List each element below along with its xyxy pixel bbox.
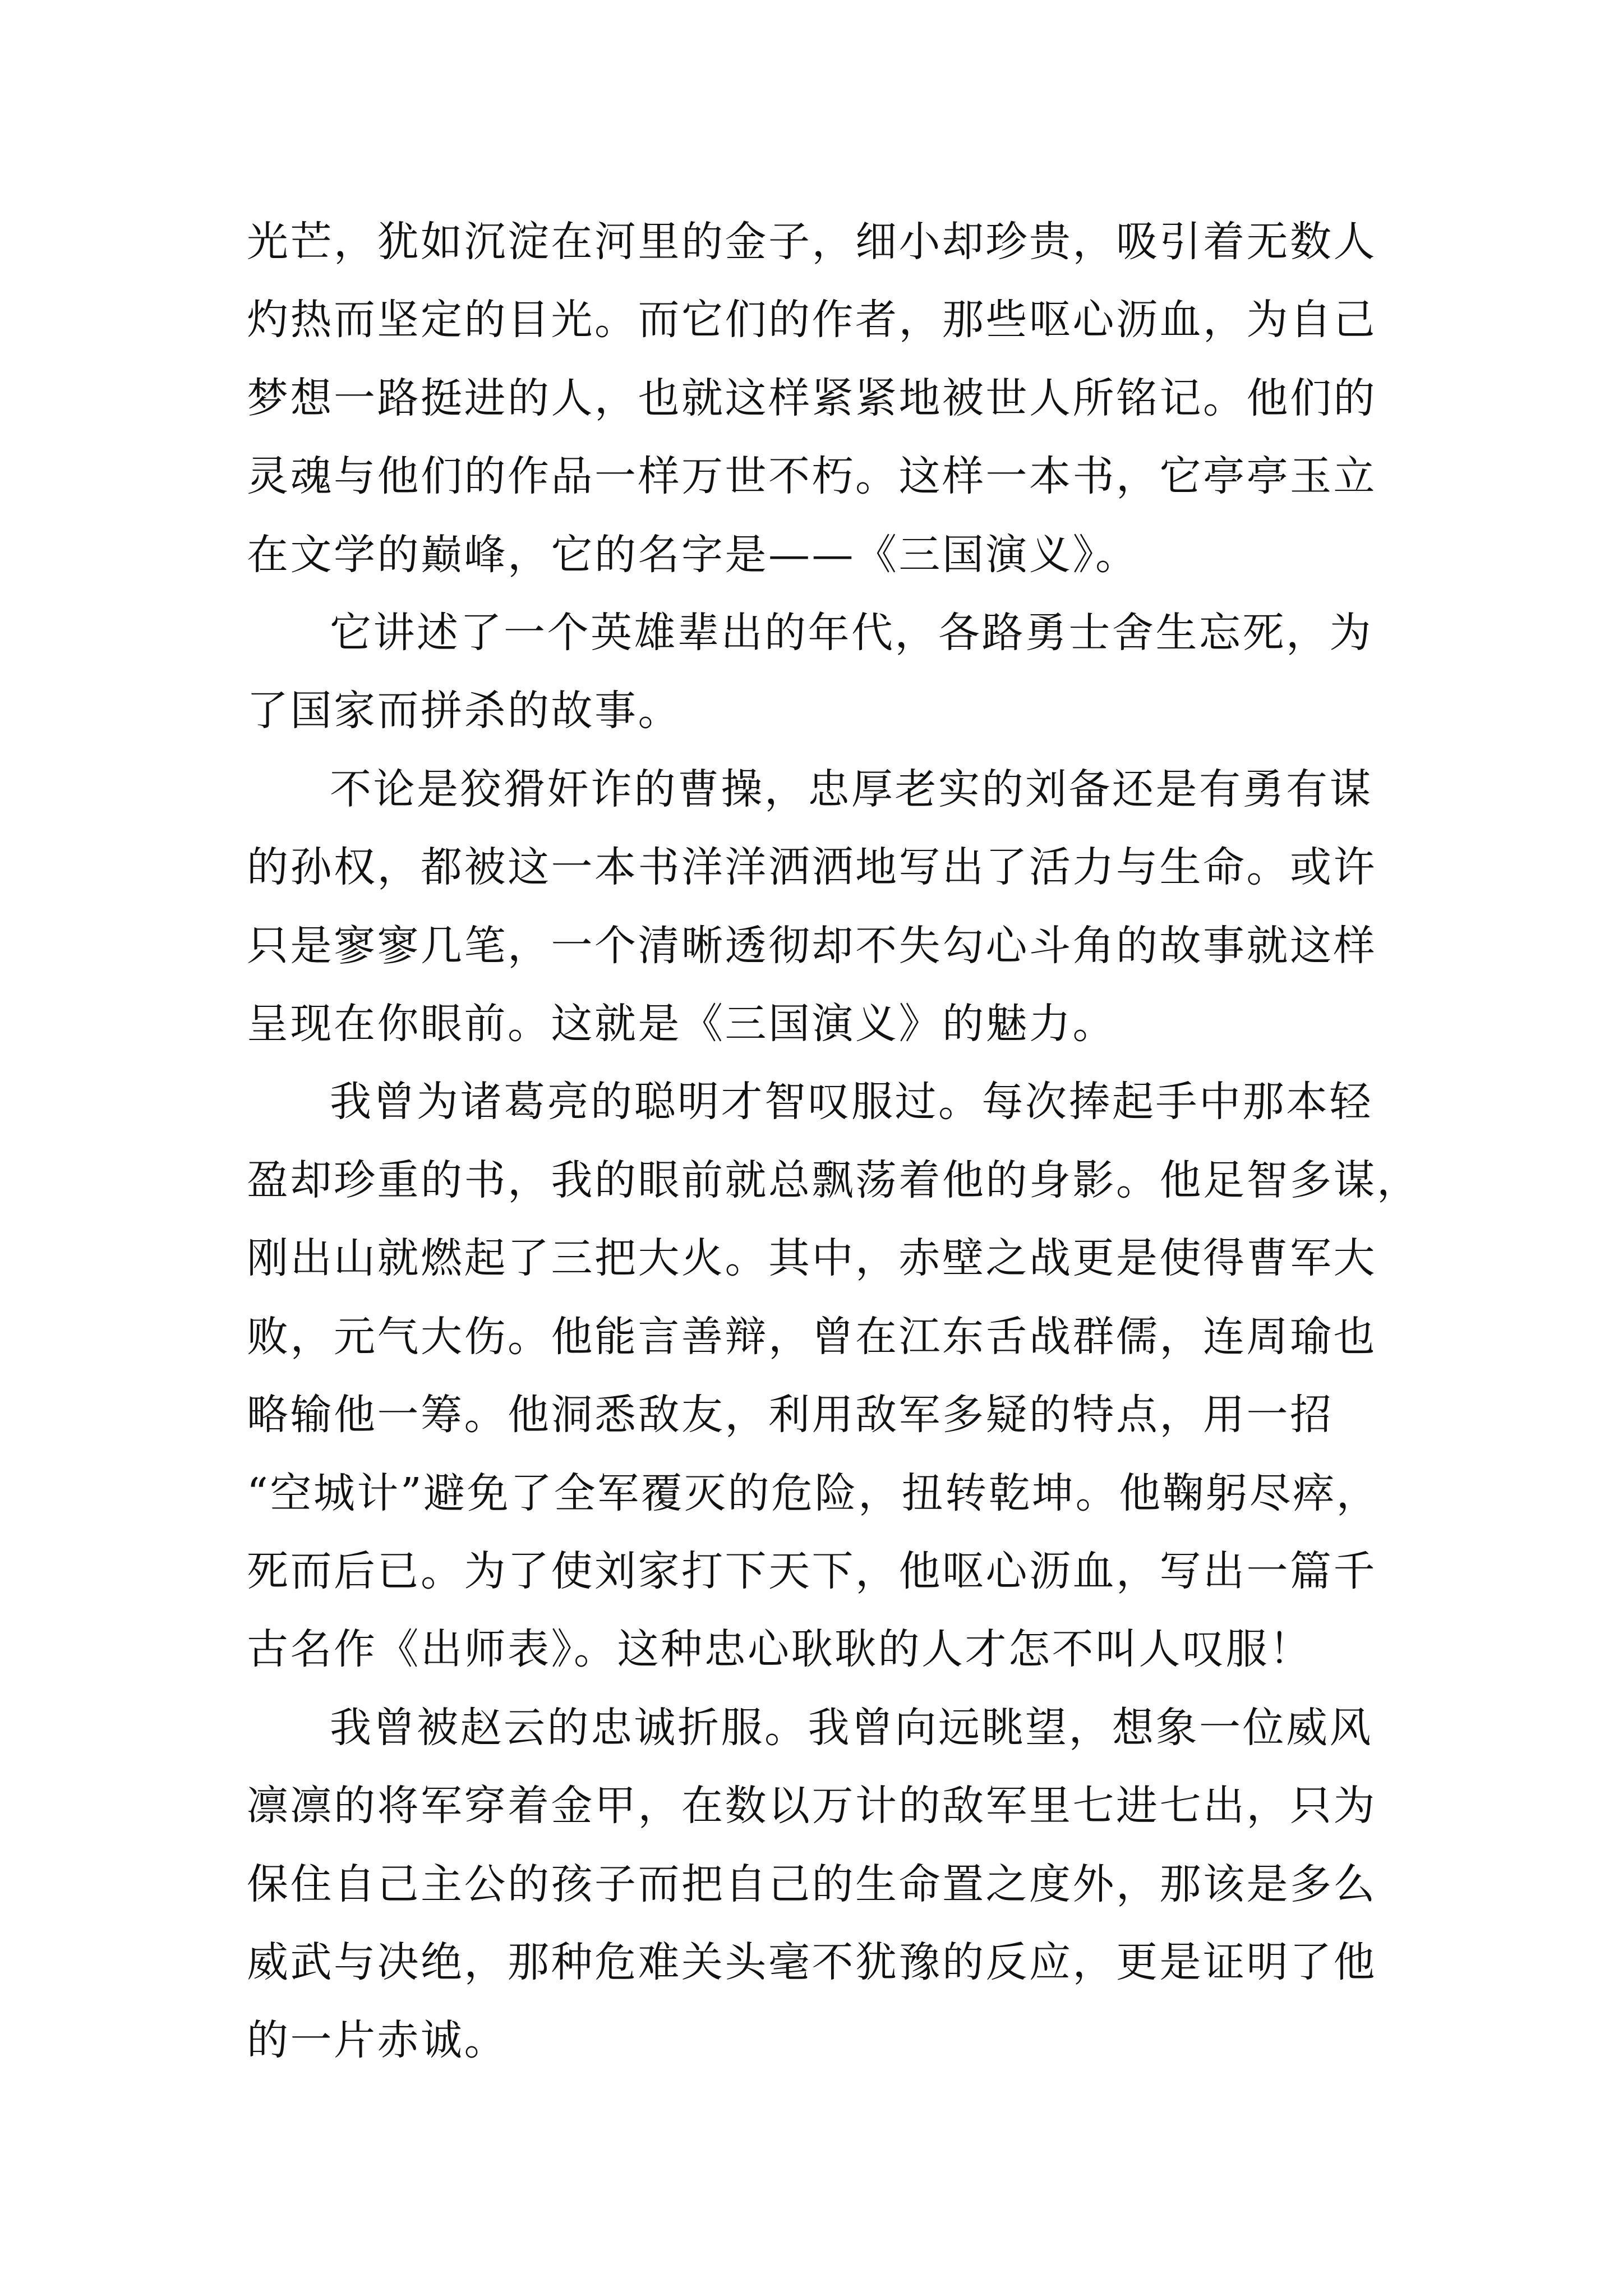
text-line: 威武与决绝，那种危难关头毫不犹豫的反应，更是证明了他 bbox=[247, 1938, 1377, 1986]
text-line: 凛凛的将军穿着金甲，在数以万计的敌军里七进七出，只为 bbox=[247, 1782, 1377, 1830]
paragraph-4 bbox=[247, 1063, 1421, 1688]
text-line: 呈现在你眼前。这就是《三国演义》的魅力。 bbox=[247, 1000, 1116, 1048]
paragraph-3 bbox=[247, 751, 1385, 1064]
text-line: 灵魂与他们的作品一样万世不朽。这样一本书，它亭亭玉立 bbox=[247, 452, 1377, 501]
text-line: 梦想一路挺进的人，也就这样紧紧地被世人所铭记。他们的 bbox=[247, 374, 1377, 422]
text-line: 略输他一筹。他洞悉敌友，利用敌军多疑的特点，用一招 bbox=[247, 1391, 1334, 1439]
text-line: 光芒，犹如沉淀在河里的金子，细小却珍贵，吸引着无数人 bbox=[247, 218, 1377, 266]
text-line: 古名作《出师表》。这种忠心耿耿的人才怎不叫人叹服！ bbox=[247, 1625, 1313, 1674]
text-line: 我曾被赵云的忠诚折服。我曾向远眺望，想象一位威风 bbox=[330, 1703, 1373, 1752]
body-text bbox=[247, 203, 1421, 2080]
text-line: 败，元气大伤。他能言善辩，曾在江东舌战群儒，连周瑜也 bbox=[247, 1312, 1377, 1361]
text-line: 盈却珍重的书，我的眼前就总飘荡着他的身影。他足智多谋， bbox=[247, 1156, 1421, 1204]
text-line: 的孙权，都被这一本书洋洋洒洒地写出了活力与生命。或许 bbox=[247, 843, 1377, 892]
paragraph-5 bbox=[247, 1689, 1385, 2080]
text-line: 在文学的巅峰，它的名字是——《三国演义》。 bbox=[247, 530, 1139, 579]
text-line: “空城计”避免了全军覆灭的危险，扭转乾坤。他鞠躬尽瘁， bbox=[247, 1469, 1380, 1517]
text-line: 了国家而拼杀的故事。 bbox=[247, 687, 681, 735]
paragraph-2 bbox=[247, 594, 1385, 751]
text-line: 我曾为诸葛亮的聪明才智叹服过。每次捧起手中那本轻 bbox=[330, 1078, 1373, 1126]
text-line: 刚出山就燃起了三把大火。其中，赤壁之战更是使得曹军大 bbox=[247, 1234, 1377, 1283]
text-line: 的一片赤诚。 bbox=[247, 2016, 508, 2065]
text-line: 它讲述了一个英雄辈出的年代，各路勇士舍生忘死，为 bbox=[330, 609, 1373, 657]
text-line: 保住自己主公的孩子而把自己的生命置之度外，那该是多么 bbox=[247, 1860, 1377, 1908]
text-line: 不论是狡猾奸诈的曹操，忠厚老实的刘备还是有勇有谋 bbox=[330, 765, 1373, 813]
text-line: 灼热而坚定的目光。而它们的作者，那些呕心沥血，为自己 bbox=[247, 296, 1377, 344]
text-line: 死而后已。为了使刘家打下天下，他呕心沥血，写出一篇千 bbox=[247, 1547, 1377, 1595]
paragraph-1 bbox=[247, 203, 1385, 594]
text-line: 只是寥寥几笔，一个清晰透彻却不失勾心斗角的故事就这样 bbox=[247, 921, 1377, 970]
